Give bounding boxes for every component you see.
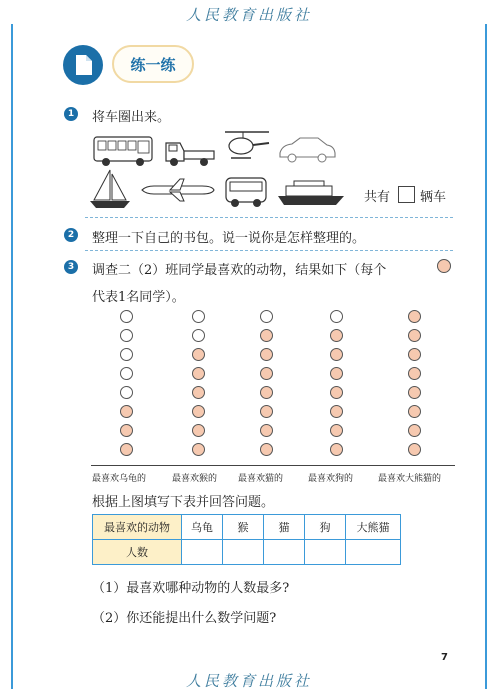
helicopter-icon <box>221 128 273 168</box>
filled-circle <box>260 329 273 342</box>
filled-circle <box>192 405 205 418</box>
filled-circle <box>330 405 343 418</box>
filled-circle <box>330 329 343 342</box>
question-1-text: 将车圈出来。 <box>92 110 171 125</box>
filled-circle <box>330 443 343 456</box>
filled-circle <box>260 367 273 380</box>
airplane-icon <box>140 177 216 207</box>
table-header-cell: 最喜欢的动物 <box>93 515 182 540</box>
filled-circle <box>408 443 421 456</box>
count-cell-turtle[interactable] <box>182 540 223 565</box>
filled-circle <box>260 386 273 399</box>
question-2-text: 整理一下自己的书包。说一说你是怎样整理的。 <box>92 231 366 246</box>
answer-prefix: 共有 <box>364 190 391 205</box>
filled-circle <box>260 405 273 418</box>
empty-circle <box>192 329 205 342</box>
table-intro: 根据上图填写下表并回答问题。 <box>92 495 275 510</box>
publisher-header: 人民教育出版社 <box>185 6 312 24</box>
filled-circle <box>120 405 133 418</box>
filled-circle <box>408 367 421 380</box>
column-label-monkey: 最喜欢猴的 <box>172 474 218 484</box>
filled-circle <box>408 386 421 399</box>
sub-question-1: （1）最喜欢哪种动物的人数最多? <box>92 581 290 596</box>
table-row <box>93 540 401 565</box>
section-title: 练一练 <box>112 45 194 83</box>
legend-circle-icon <box>437 259 451 273</box>
column-label-panda: 最喜欢大熊猫的 <box>378 474 442 484</box>
question-3-line1: 调查二（2）班同学最喜欢的动物，结果如下（每个 <box>92 263 387 278</box>
count-cell-cat[interactable] <box>264 540 305 565</box>
filled-circle <box>192 424 205 437</box>
filled-circle <box>408 329 421 342</box>
empty-circle <box>120 367 133 380</box>
filled-circle <box>192 443 205 456</box>
pictograph-baseline <box>91 465 455 466</box>
count-cell-monkey[interactable] <box>223 540 264 565</box>
ship-icon <box>276 180 346 210</box>
empty-circle <box>120 348 133 361</box>
page-number: 7 <box>441 652 448 663</box>
document-icon <box>63 45 103 85</box>
table-header-row <box>93 515 401 540</box>
filled-circle <box>330 367 343 380</box>
table-header-cell: 猴 <box>223 515 264 540</box>
column-label-turtle: 最喜欢乌龟的 <box>92 474 147 484</box>
filled-circle <box>408 310 421 323</box>
filled-circle <box>408 424 421 437</box>
filled-circle <box>192 367 205 380</box>
sailboat-icon <box>88 168 132 214</box>
filled-circle <box>408 348 421 361</box>
filled-circle <box>120 424 133 437</box>
van-icon <box>223 174 269 214</box>
empty-circle <box>260 310 273 323</box>
count-cell-dog[interactable] <box>305 540 346 565</box>
filled-circle <box>120 443 133 456</box>
column-label-cat: 最喜欢猫的 <box>238 474 284 484</box>
vehicle-count-box[interactable] <box>398 186 415 203</box>
filled-circle <box>330 386 343 399</box>
table-header-cell: 大熊猫 <box>346 515 401 540</box>
filled-circle <box>260 424 273 437</box>
count-cell-panda[interactable] <box>346 540 401 565</box>
empty-circle <box>192 310 205 323</box>
bus-icon <box>92 133 156 173</box>
filled-circle <box>260 348 273 361</box>
truck-icon <box>162 135 216 173</box>
filled-circle <box>260 443 273 456</box>
empty-circle <box>120 329 133 342</box>
filled-circle <box>408 405 421 418</box>
empty-circle <box>120 386 133 399</box>
filled-circle <box>192 348 205 361</box>
survey-table <box>92 514 401 565</box>
table-header-cell: 猫 <box>264 515 305 540</box>
divider <box>85 250 453 251</box>
publisher-footer: 人民教育出版社 <box>185 672 312 690</box>
filled-circle <box>330 348 343 361</box>
empty-circle <box>120 310 133 323</box>
question-number-3: 3 <box>64 260 78 274</box>
divider <box>85 217 453 218</box>
table-row-label: 人数 <box>93 540 182 565</box>
column-label-dog: 最喜欢狗的 <box>308 474 354 484</box>
table-header-cell: 狗 <box>305 515 346 540</box>
question-3-line2: 代表1名同学）。 <box>92 290 185 305</box>
car-icon <box>277 133 337 169</box>
table-header-cell: 乌龟 <box>182 515 223 540</box>
question-number-2: 2 <box>64 228 78 242</box>
empty-circle <box>330 310 343 323</box>
sub-question-2: （2）你还能提出什么数学问题? <box>92 611 277 626</box>
filled-circle <box>192 386 205 399</box>
question-number-1: 1 <box>64 107 78 121</box>
filled-circle <box>330 424 343 437</box>
answer-suffix: 辆车 <box>420 190 447 205</box>
